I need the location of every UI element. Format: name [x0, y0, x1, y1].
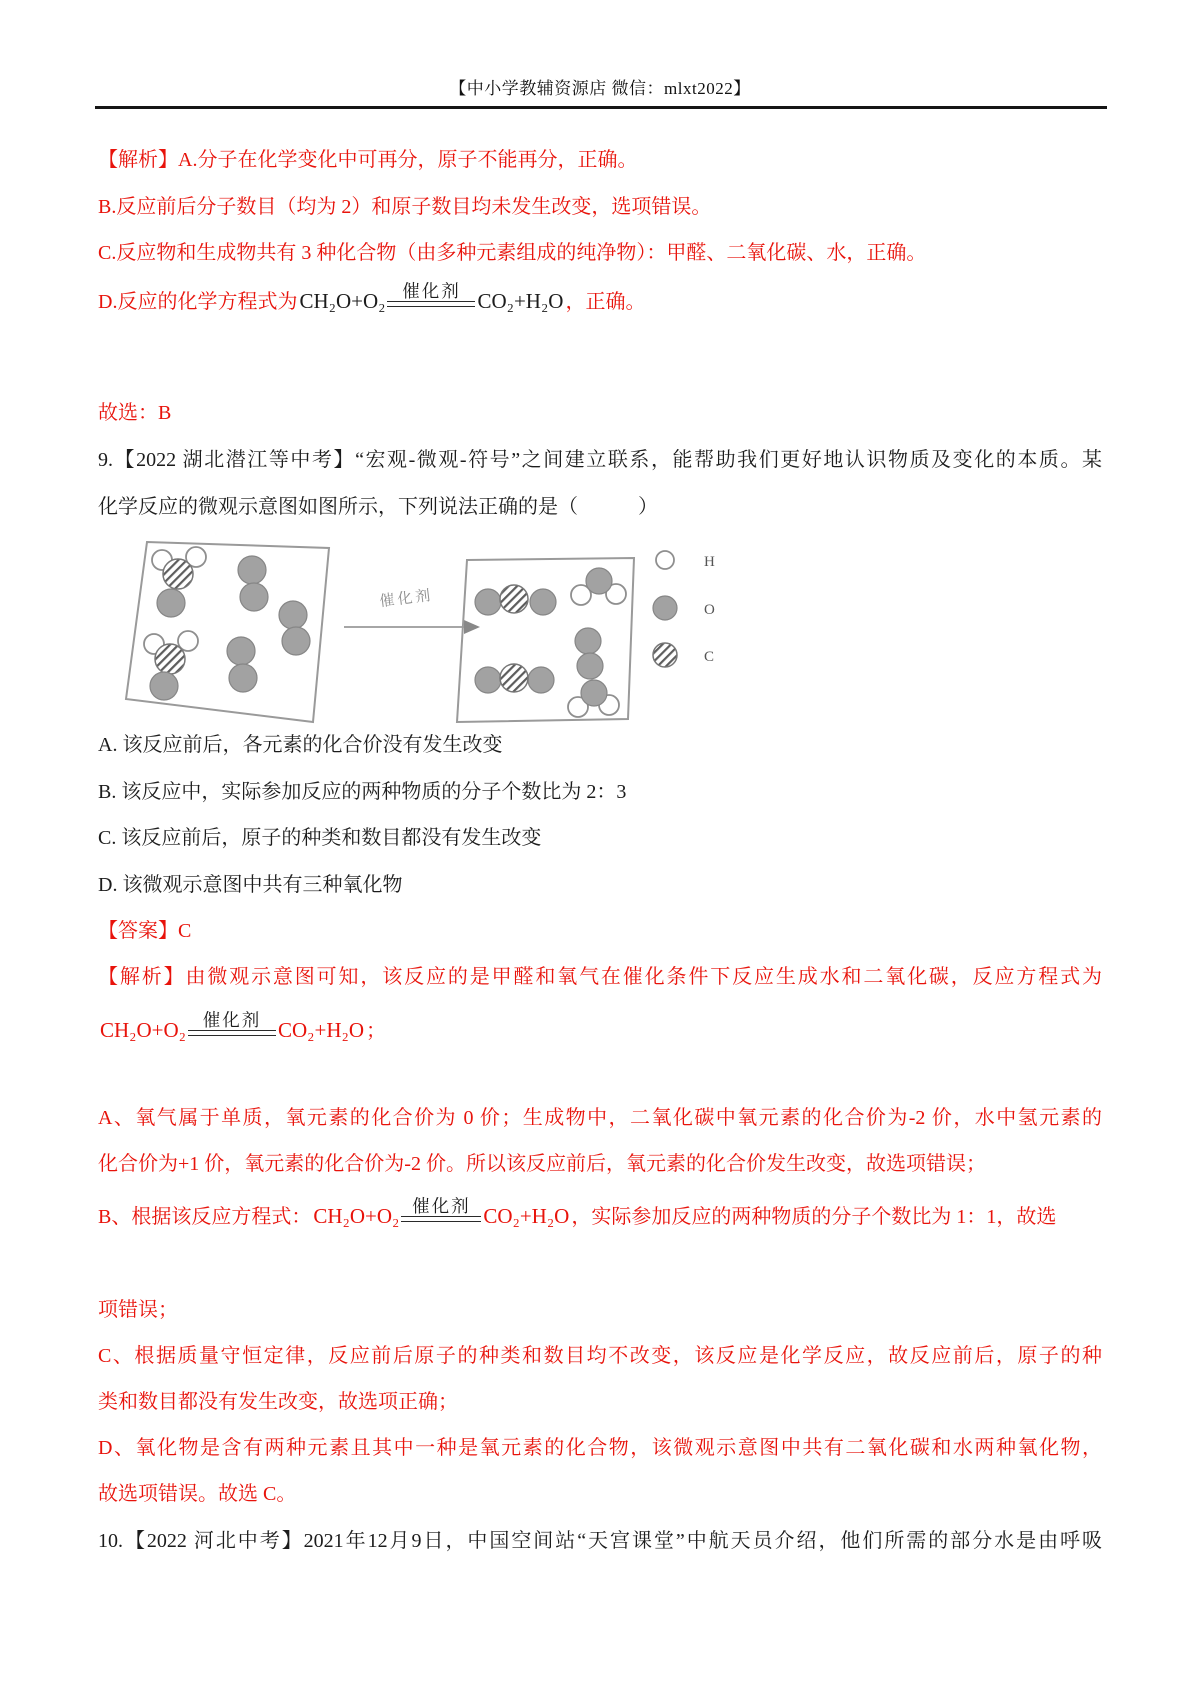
chemical-equation: [100, 1010, 364, 1043]
catalyst-label: 催化剂: [202, 1010, 262, 1030]
q9-option-a: A. 该反应前后，各元素的化合价没有发生改变: [98, 734, 503, 756]
equation-lhs: CH₂O+O₂: [313, 1204, 400, 1228]
q9-analysis-d1: D、氧化物是含有两种元素且其中一种是氧元素的化合物，该微观示意图中共有二氧化碳和水两种氧化物，: [98, 1437, 1102, 1459]
equation-condition: [188, 1010, 276, 1043]
solution8-conclusion: 故选：B: [98, 402, 172, 424]
q9-option-c: C. 该反应前后，原子的种类和数目都没有发生改变: [98, 827, 542, 849]
o2-molecule: [227, 637, 257, 692]
equation-condition: [387, 281, 475, 314]
analysis-b-prefix: B、根据该反应方程式：: [98, 1206, 312, 1228]
q9-stem-line1: 9.【2022 湖北潜江等中考】“宏观-微观-符号”之间建立联系，能帮助我们更好地认识物质及变化的本质。某: [98, 449, 1102, 471]
reaction-diagram: [112, 523, 772, 725]
legend-c-label: C: [704, 649, 715, 665]
header-rule: [95, 106, 1107, 109]
q9-equation-line: [98, 1010, 1102, 1046]
solution8-analysis-a: 【解析】A.分子在化学变化中可再分，原子不能再分，正确。: [98, 149, 638, 171]
q9-answer: 【答案】C: [98, 920, 192, 942]
o2-molecule: [575, 628, 603, 679]
ch2o-molecule: [152, 547, 206, 617]
equation-double-line: [188, 1030, 276, 1036]
q9-analysis-a2: 化合价为+1 价，氧元素的化合价为-2 价。所以该反应前后，氧元素的化合价发生改变，故选项错误；: [98, 1153, 986, 1175]
q9-analysis-b1: [98, 1196, 1102, 1232]
analysis-b-suffix: ，实际参加反应的两种物质的分子个数比为 1：1，故选: [571, 1206, 1057, 1228]
chemical-equation: [313, 1196, 569, 1229]
co2-molecule: [475, 585, 556, 615]
page-header: 【中小学教辅资源店 微信：mlxt2022】: [449, 79, 751, 98]
q10-stem-line1: 10.【2022 河北中考】2021年12月9日，中国空间站“天宫课堂”中航天员介绍，他们所需的部分水是由呼吸: [98, 1530, 1102, 1552]
analysis-d-suffix: ，正确。: [565, 291, 646, 313]
legend-oxygen: [653, 596, 715, 620]
q9-analysis-intro: 【解析】由微观示意图可知，该反应的是甲醛和氧气在催化条件下反应生成水和二氧化碳，反应方程式为: [98, 966, 1102, 988]
q9-option-d: D. 该微观示意图中共有三种氧化物: [98, 874, 403, 896]
solution8-analysis-c: C.反应物和生成物共有 3 种化合物（由多种元素组成的纯净物）：甲醛、二氧化碳、水，正确。: [98, 242, 927, 264]
q9-analysis-d2: 故选项错误。故选 C。: [98, 1483, 297, 1505]
equation-double-line: [401, 1216, 481, 1222]
co2-molecule: [475, 664, 554, 693]
o2-molecule: [238, 556, 268, 611]
q9-analysis-b2: 项错误；: [98, 1299, 178, 1321]
equation-rhs: CO₂+H₂O: [477, 289, 564, 313]
products-box: [457, 558, 634, 722]
equation-suffix: ；: [366, 1020, 386, 1042]
solution8-analysis-b: B.反应前后分子数目（均为 2）和原子数目均未发生改变，选项错误。: [98, 196, 712, 218]
h2o-molecule: [571, 568, 626, 605]
equation-condition: [401, 1196, 481, 1229]
equation-double-line: [387, 301, 475, 307]
arrowhead: [464, 620, 480, 634]
q9-analysis-c1: C、根据质量守恒定律，反应前后原子的种类和数目均不改变，该反应是化学反应，故反应前后，原子的种: [98, 1345, 1102, 1367]
solution8-analysis-d: [98, 281, 1102, 317]
reactants-box: [126, 542, 329, 722]
legend-h-label: H: [704, 554, 715, 570]
diagram-legend: [653, 551, 715, 667]
q9-analysis-c2: 类和数目都没有发生改变，故选项正确；: [98, 1391, 458, 1413]
q9-option-b: B. 该反应中，实际参加反应的两种物质的分子个数比为 2：3: [98, 781, 627, 803]
legend-o-label: O: [704, 602, 715, 618]
legend-hydrogen: [656, 551, 715, 570]
analysis-d-prefix: D.反应的化学方程式为: [98, 291, 298, 313]
o2-molecule: [279, 601, 310, 655]
reaction-arrow: [344, 586, 480, 634]
equation-lhs: CH₂O+O₂: [100, 1018, 186, 1042]
h2o-molecule: [568, 680, 619, 717]
equation-rhs: CO₂+H₂O: [483, 1204, 570, 1228]
q9-stem-line2: 化学反应的微观示意图如图所示，下列说法正确的是（ ）: [98, 496, 658, 518]
equation-lhs: CH₂O+O₂: [299, 289, 386, 313]
equation-rhs: CO₂+H₂O: [278, 1018, 364, 1042]
catalyst-label: 催化剂: [412, 1196, 471, 1216]
ch2o-molecule: [144, 631, 198, 700]
q9-analysis-a1: A、氧气属于单质，氧元素的化合价为 0 价；生成物中，二氧化碳中氧元素的化合价为-2 价，水中氢元素的: [98, 1107, 1102, 1129]
legend-carbon: [653, 643, 714, 667]
arrow-catalyst-label: 催化剂: [378, 587, 435, 611]
catalyst-label: 催化剂: [402, 281, 461, 301]
chemical-equation: [299, 281, 563, 314]
